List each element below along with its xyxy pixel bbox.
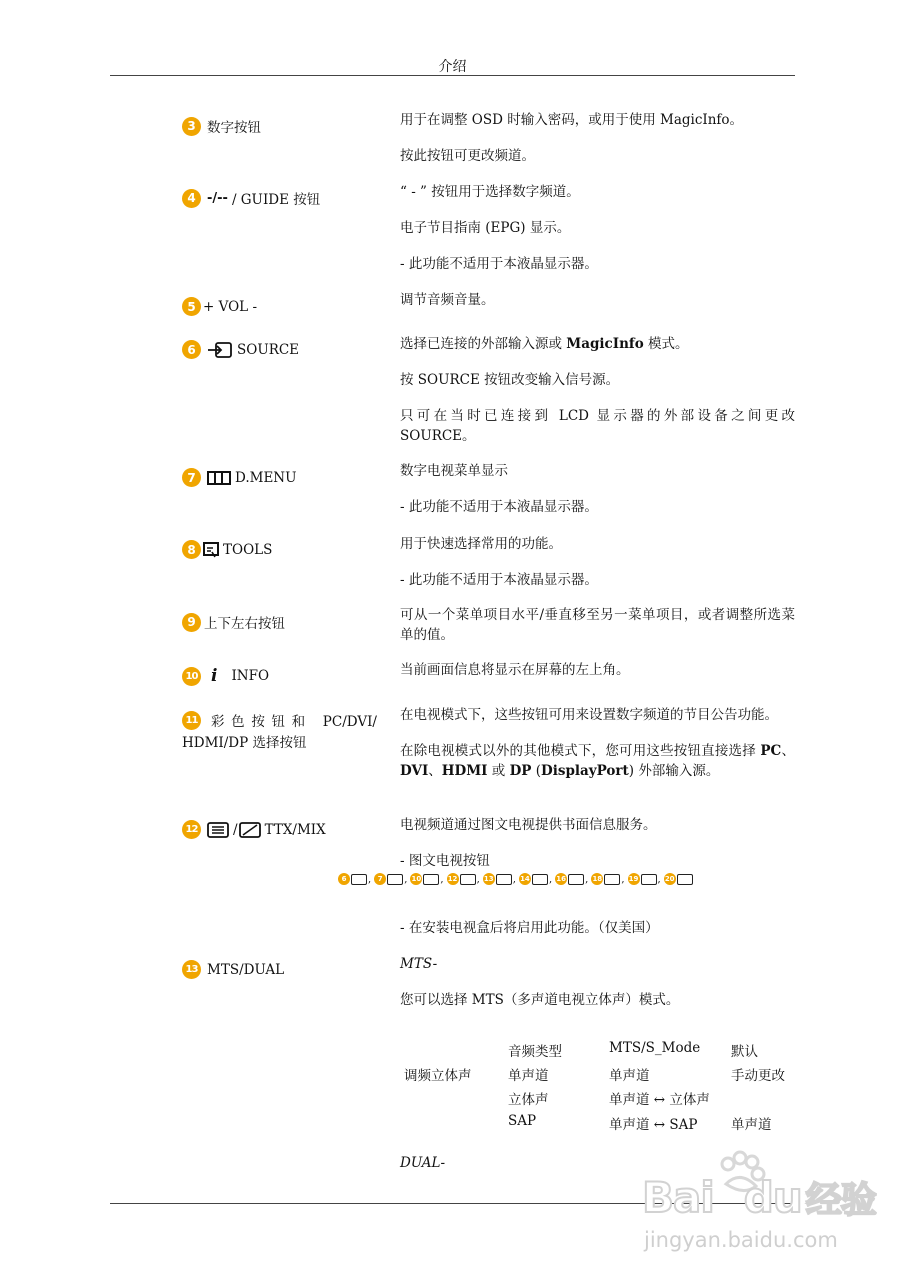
label-source [182, 340, 299, 359]
desc-line: 用于快速选择常用的功能。 [400, 536, 562, 552]
teletext-key-19: 19 , [628, 873, 661, 885]
label-mts-dual [182, 960, 284, 979]
desc-info: 当前画面信息将显示在屏幕的左上角。 [400, 662, 630, 678]
dual-heading: DUAL- [400, 1155, 446, 1171]
header-divider [110, 75, 795, 76]
label-volume [182, 297, 257, 316]
desc-line: - 图文电视按钮 [400, 853, 490, 869]
label-arrow-buttons [182, 612, 285, 632]
table-row-label: 调频立体声 [404, 1068, 472, 1084]
watermark-brand: Bai [642, 1173, 714, 1222]
teletext-key-10: 10 , [411, 873, 444, 885]
ttx-icon [207, 822, 229, 838]
desc-volume: 调节音频音量。 [400, 292, 495, 308]
teletext-key-7: 7 , [374, 873, 407, 885]
teletext-key-badge: 10 [411, 875, 422, 883]
label-digit-buttons [182, 116, 261, 136]
teletext-key-icon [641, 874, 657, 885]
info-icon: i [211, 666, 218, 686]
mix-icon [239, 822, 261, 838]
teletext-key-6: 6 , [338, 873, 371, 885]
badge-11: 11 [182, 711, 201, 730]
badge-13: 13 [182, 960, 201, 979]
desc-line: 按 SOURCE 按钮改变输入信号源。 [400, 372, 620, 388]
label-dmenu [182, 468, 297, 487]
desc-line: - 此功能不适用于本液晶显示器。 [400, 256, 598, 272]
table-cell: 单声道 ↔ SAP [609, 1117, 698, 1133]
teletext-key-20 [664, 873, 693, 885]
desc-line: 电子节目指南 (EPG) 显示。 [400, 220, 571, 236]
badge-8: 8 [182, 540, 201, 559]
desc-source [400, 334, 795, 446]
label-text: 数字按钮 [207, 120, 261, 136]
watermark-cn: 经验 [805, 1180, 876, 1221]
label-text: 上下左右按钮 [204, 616, 285, 632]
table-cell: 单声道 [609, 1068, 650, 1084]
desc-line: 在除电视模式以外的其他模式下，您可用这些按钮直接选择 PC、DVI、HDMI 或 DP (DisplayPort) 外部输入源。 [400, 743, 796, 779]
desc-arrow-buttons: 可从一个菜单项目水平/垂直移至另一菜单项目，或者调整所选菜单的值。 [400, 607, 795, 643]
teletext-key-18: 18 , [592, 873, 625, 885]
desc-dmenu [400, 461, 795, 517]
badge-12: 12 [182, 820, 201, 839]
teletext-key-icon [423, 874, 439, 885]
dash-icon: -/-- [207, 190, 228, 206]
teletext-key-badge: 16 [556, 875, 566, 883]
label-text: TTX/MIX [264, 821, 326, 838]
table-header: 默认 [731, 1044, 758, 1060]
label-ttx-mix: 12 / TTX/MIX [182, 820, 326, 839]
teletext-key-icon [604, 874, 620, 885]
badge-5: 5 [182, 297, 201, 316]
label-text: SOURCE [237, 341, 300, 358]
teletext-key-12: 12 , [447, 873, 480, 885]
label-guide-button [182, 188, 320, 208]
table-cell: 手动更改 [731, 1068, 785, 1084]
desc-line: - 此功能不适用于本液晶显示器。 [400, 499, 598, 515]
desc-line: 数字电视菜单显示 [400, 463, 508, 479]
teletext-key-badge: 19 [628, 875, 639, 883]
badge-3: 3 [182, 117, 201, 136]
desc-ttx-note: - 在安装电视盒后将启用此功能。（仅美国） [400, 920, 659, 936]
table-header: 音频类型 [508, 1044, 562, 1060]
desc-line: 用于在调整 OSD 时输入密码，或用于使用 MagicInfo。 [400, 112, 744, 128]
desc-color-buttons [400, 705, 795, 781]
teletext-key-badge: 6 [338, 873, 350, 885]
table-cell: SAP [508, 1113, 537, 1129]
teletext-key-icon [387, 874, 403, 885]
desc-line: 只可在当时已连接到 LCD 显示器的外部设备之间更改 SOURCE。 [400, 408, 795, 444]
teletext-key-14: 14 , [520, 873, 553, 885]
teletext-button-strip [338, 873, 693, 885]
tools-icon [203, 542, 219, 558]
label-text: MTS/DUAL [207, 961, 285, 978]
table-cell: 单声道 [731, 1117, 772, 1133]
desc-line: 选择已连接的外部输入源或 MagicInfo 模式。 [400, 336, 689, 352]
desc-tools [400, 534, 795, 590]
teletext-key-badge: 7 [374, 873, 386, 885]
page-header: 介绍 [438, 59, 467, 75]
desc-digit-buttons [400, 110, 795, 166]
teletext-key-13: 13 , [483, 873, 516, 885]
teletext-key-badge: 13 [483, 875, 494, 883]
label-text: 彩色按钮和 PC/DVI/ [211, 714, 377, 730]
badge-9: 9 [182, 613, 201, 632]
desc-line: 按此按钮可更改频道。 [400, 148, 535, 164]
teletext-key-icon [677, 874, 693, 885]
desc-ttx-mix [400, 815, 795, 871]
desc-line: “ - ” 按钮用于选择数字频道。 [400, 184, 580, 200]
label-color-buttons [182, 710, 377, 730]
dmenu-icon [207, 471, 231, 485]
badge-4: 4 [182, 189, 201, 208]
teletext-key-icon [351, 874, 367, 885]
table-header: MTS/S_Mode [609, 1040, 701, 1056]
desc-line: 在电视模式下，这些按钮可用来设置数字频道的节目公告功能。 [400, 707, 778, 723]
teletext-key-icon [460, 874, 476, 885]
teletext-key-badge: 20 [664, 875, 675, 883]
source-icon [207, 342, 233, 358]
watermark-brand2: du [743, 1173, 802, 1222]
teletext-key-badge: 14 [520, 875, 530, 883]
label-text: D.MENU [235, 469, 297, 486]
teletext-key-icon [568, 874, 584, 885]
table-cell: 单声道 [508, 1068, 549, 1084]
teletext-key-icon [532, 874, 548, 885]
teletext-key-badge: 12 [447, 875, 458, 883]
desc-guide-button [400, 182, 795, 274]
teletext-key-icon [496, 874, 512, 885]
badge-7: 7 [182, 468, 201, 487]
label-text: INFO [231, 668, 270, 684]
teletext-key-16: 16 , [556, 873, 589, 885]
table-cell: 立体声 [508, 1092, 549, 1108]
baidu-watermark [640, 1150, 876, 1260]
label-text: TOOLS [223, 541, 273, 558]
label-text: / GUIDE 按钮 [231, 192, 321, 208]
teletext-key-badge: 18 [592, 875, 603, 883]
desc-line: - 此功能不适用于本液晶显示器。 [400, 572, 598, 588]
label-text: + VOL - [203, 298, 257, 315]
watermark-url: jingyan.baidu.com [644, 1228, 838, 1252]
label-tools [182, 540, 272, 559]
badge-10: 10 [182, 667, 201, 686]
label-color-buttons-line2: HDMI/DP 选择按钮 [182, 735, 307, 751]
badge-6: 6 [182, 340, 201, 359]
table-cell: 单声道 ↔ 立体声 [609, 1092, 710, 1108]
mts-heading: MTS- [400, 956, 438, 972]
mts-desc: 您可以选择 MTS（多声道电视立体声）模式。 [400, 992, 680, 1008]
label-info [182, 666, 269, 686]
desc-line: 电视频道通过图文电视提供书面信息服务。 [400, 817, 657, 833]
